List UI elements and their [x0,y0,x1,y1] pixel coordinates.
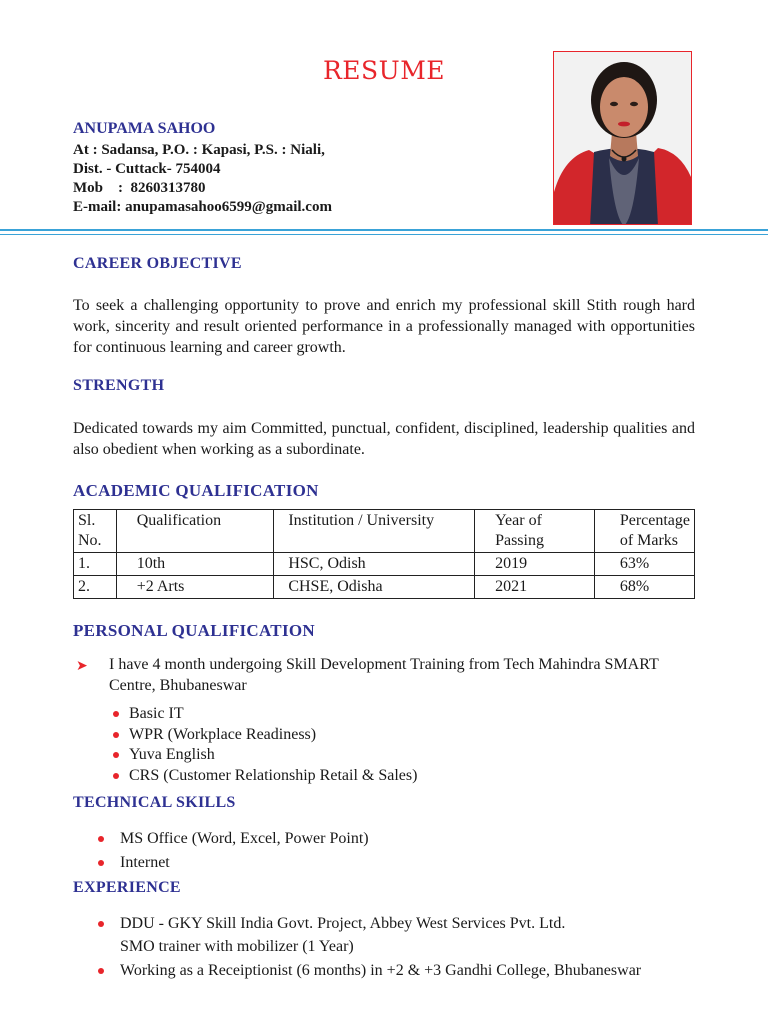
list-item [98,827,369,851]
list-item [113,725,417,746]
profile-photo [553,51,692,225]
bullet-icon [98,921,104,927]
bullet-icon [113,752,119,758]
cell-qualification: +2 Arts [116,576,274,599]
table-row [74,576,695,599]
cell-percentage: 63% [594,553,694,576]
bullet-icon [113,711,119,717]
experience-item-2: Working as a Receiptionist (6 months) in +2 & +3 Gandhi College, Bhubaneswar [120,962,642,979]
list-item-text: CRS (Customer Relationship Retail & Sales) [129,766,418,784]
personal-heading: PERSONAL QUALIFICATION [73,621,315,640]
address-line-1: At : Sadansa, P.O. : Kapasi, P.S. : Niali, [73,142,325,158]
bullet-icon [113,732,119,738]
list-item [113,766,417,787]
list-item-text: Yuva English [129,746,215,763]
list-item-text: Internet [120,854,170,871]
list-item [98,960,708,983]
strength-heading: STRENGTH [73,377,165,394]
portrait-illustration [554,52,692,225]
cell-institution: CHSE, Odisha [274,576,475,599]
cell-institution: HSC, Odish [274,553,475,576]
col-year: Year of Passing [475,510,595,553]
academic-heading: ACADEMIC QUALIFICATION [73,481,319,500]
cell-percentage: 68% [594,576,694,599]
career-objective-heading: CAREER OBJECTIVE [73,255,242,272]
col-qualification: Qualification [116,510,274,553]
list-item-text: WPR (Workplace Readiness) [129,725,317,743]
technical-list [98,827,369,875]
experience-heading: EXPERIENCE [73,879,181,896]
bullet-icon [98,836,104,842]
list-item-text: MS Office (Word, Excel, Power Point) [120,830,369,847]
experience-list [98,913,708,983]
cell-year: 2019 [475,553,595,576]
col-sl-no: Sl. No. [74,510,117,553]
training-list [113,704,417,786]
cell-year: 2021 [475,576,595,599]
table-header-row [74,510,695,553]
list-item [113,745,417,766]
cell-sl: 2. [74,576,117,599]
bullet-icon [98,968,104,974]
list-item [98,913,708,958]
strength-text: Dedicated towards my aim Committed, punctual, confident, disciplined, leadership qualities and also obedient when working as a subordinate. [73,420,695,458]
table-row [74,553,695,576]
academic-table [73,509,695,599]
personal-intro-text: I have 4 month undergoing Skill Development Training from Tech Mahindra SMART Centre, Bhubaneswar [109,656,659,694]
list-item [113,704,417,725]
experience-item-1-role: SMO trainer with mobilizer (1 Year) [120,937,354,955]
header-divider [0,229,768,231]
arrow-bullet-icon: ➤ [76,659,88,674]
col-percentage: Percentage of Marks [594,510,694,553]
cell-sl: 1. [74,553,117,576]
experience-item-1: DDU - GKY Skill India Govt. Project, Abbey West Services Pvt. Ltd. [120,915,566,932]
mobile-number: Mob : 8260313780 [73,180,206,196]
email-address: E-mail: anupamasahoo6599@gmail.com [73,199,332,215]
bullet-icon [98,860,104,866]
list-item [98,851,369,875]
address-line-2: Dist. - Cuttack- 754004 [73,161,221,177]
technical-heading: TECHNICAL SKILLS [73,794,236,811]
career-objective-text: To seek a challenging opportunity to prove and enrich my professional skill Stith rough hard work, sincerity and result oriented performance in a professionally managed with opportunities for continuous learning and career growth. [73,297,695,356]
resume-title: RESUME [322,56,446,85]
cell-qualification: 10th [116,553,274,576]
header-divider-thin [0,234,768,235]
col-institution: Institution / University [274,510,475,553]
bullet-icon [113,773,119,779]
candidate-name: ANUPAMA SAHOO [73,120,216,137]
list-item-text: Basic IT [129,705,184,722]
